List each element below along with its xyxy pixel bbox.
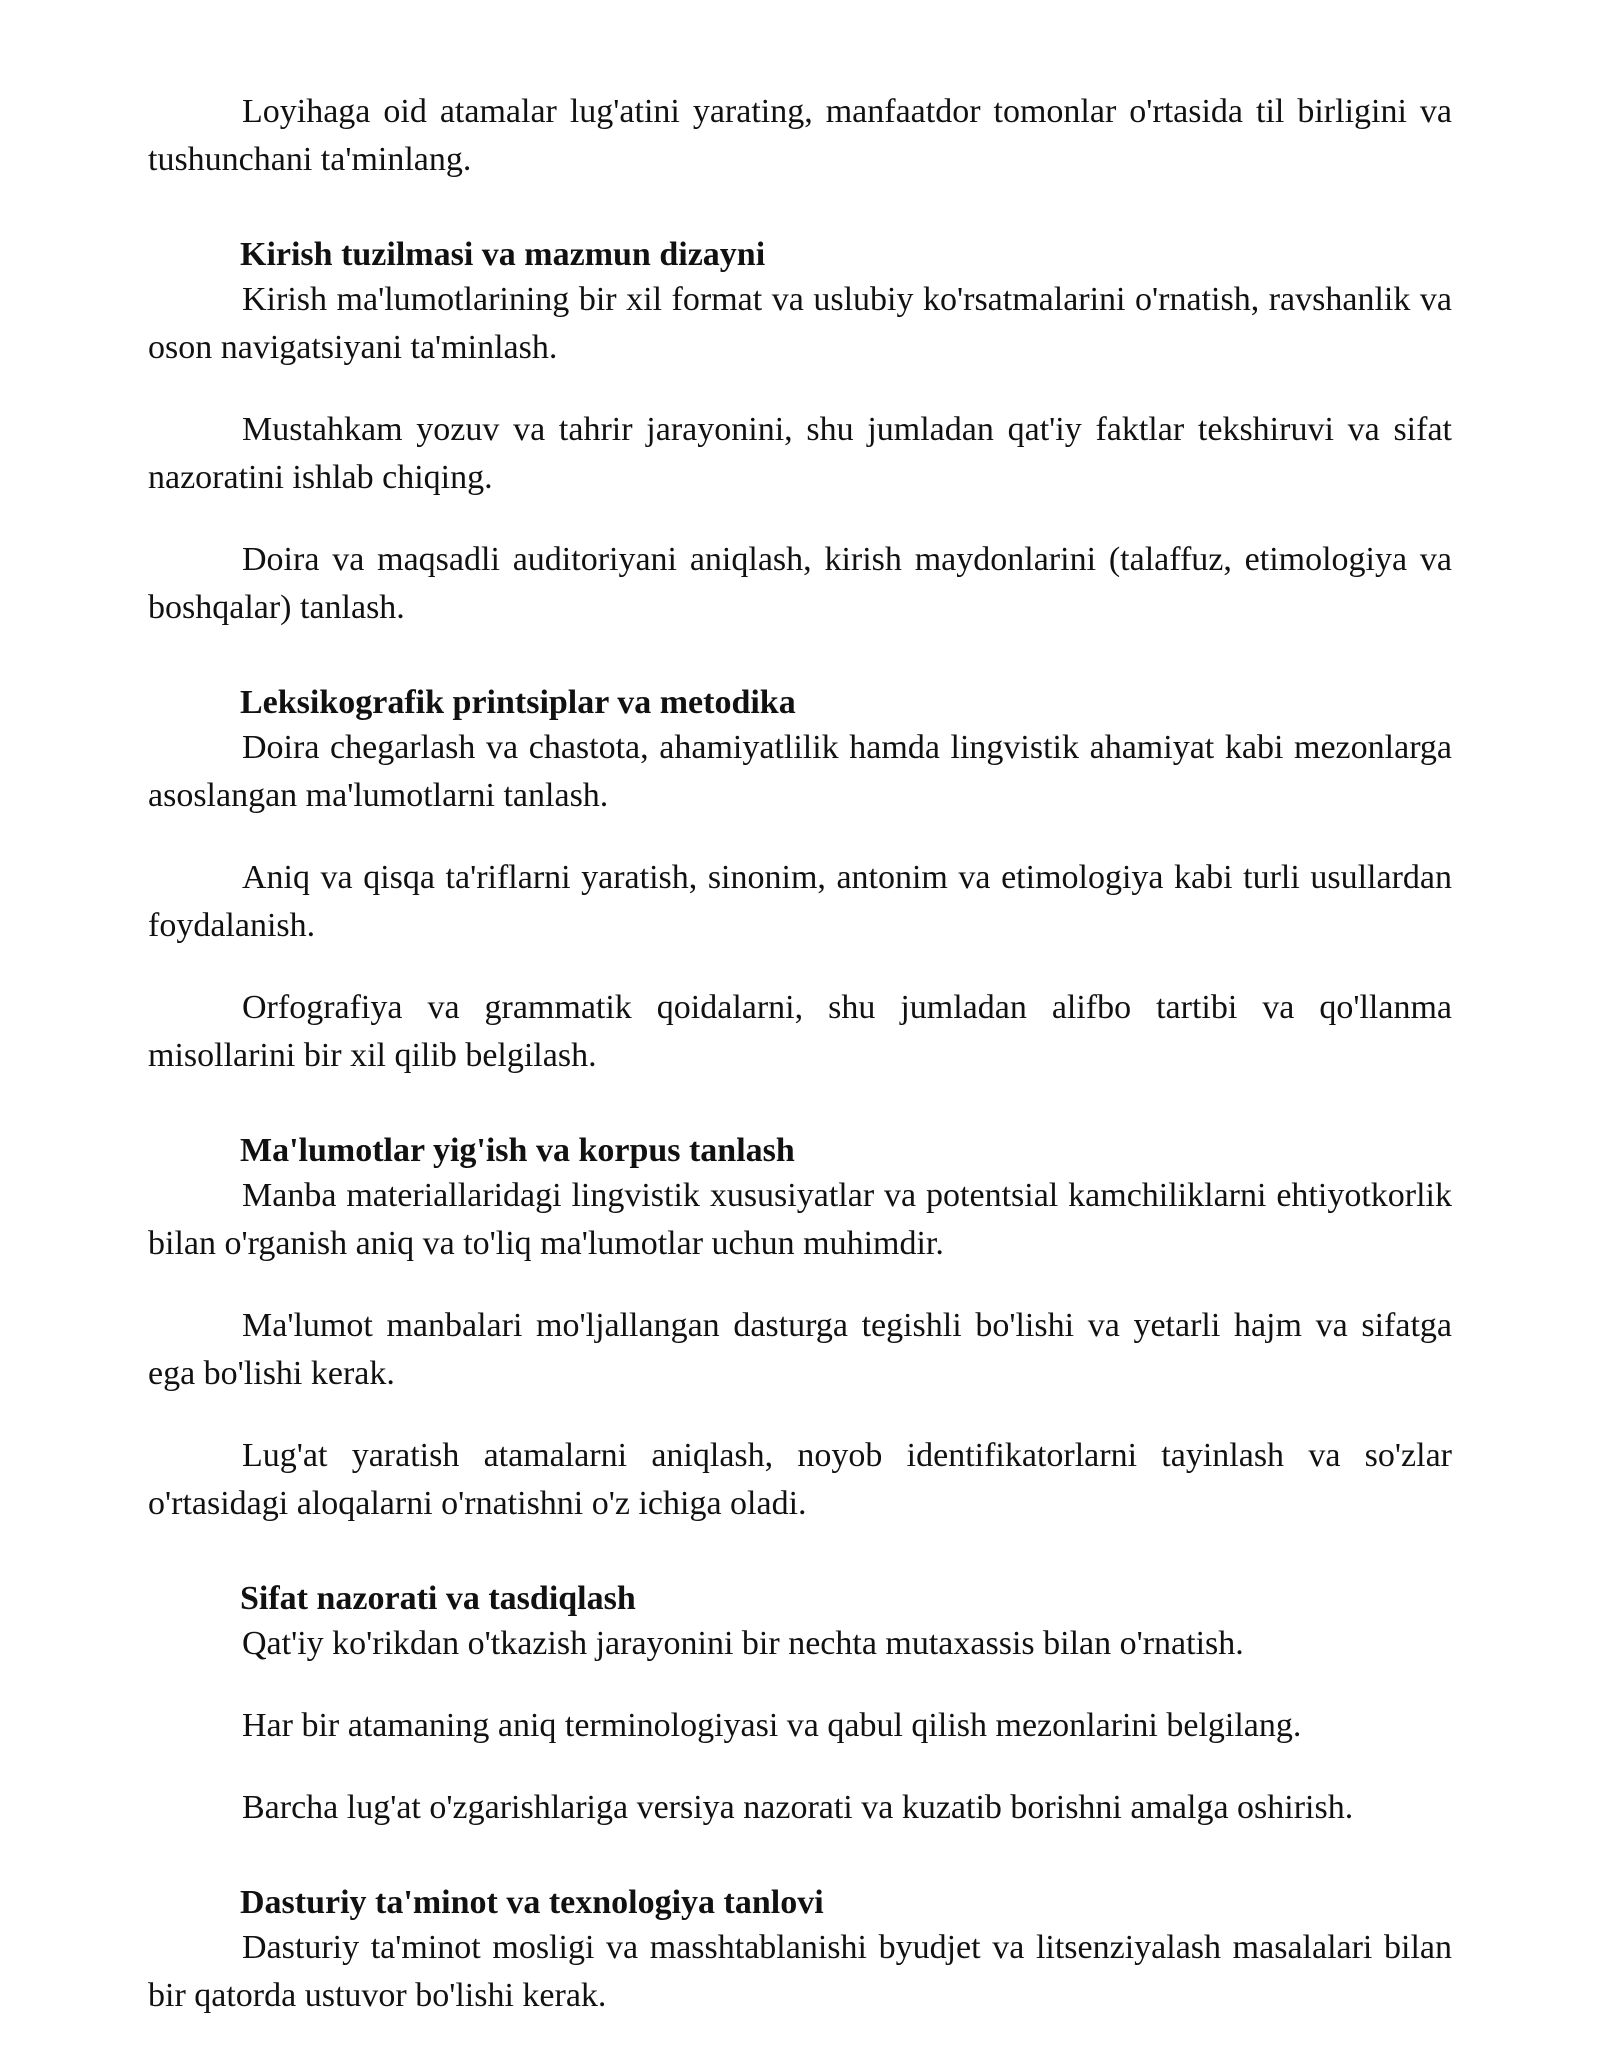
section-paragraph: Orfografiya va grammatik qoidalarni, shu jumladan alifbo tartibi va qo'llanma misollarini bir xil qilib belgilash. <box>148 989 1452 1074</box>
section-software-selection <box>148 1882 1452 2020</box>
section-entry-structure <box>148 234 1452 632</box>
section-data-collection <box>148 1130 1452 1528</box>
section-lexicographic-principles <box>148 682 1452 1080</box>
section-heading: Kirish tuzilmasi va mazmun dizayni <box>240 236 766 273</box>
section-paragraph: Kirish ma'lumotlarining bir xil format va uslubiy ko'rsatmalarini o'rnatish, ravshanlik va oson navigatsiyani ta'minlash. <box>148 281 1452 366</box>
intro-paragraph: Loyihaga oid atamalar lug'atini yarating, manfaatdor tomonlar o'rtasida til birligini va tushunchani ta'minlang. <box>148 93 1452 178</box>
section-heading: Ma'lumotlar yig'ish va korpus tanlash <box>240 1132 795 1169</box>
section-paragraph: Mustahkam yozuv va tahrir jarayonini, shu jumladan qat'iy faktlar tekshiruvi va sifat nazoratini ishlab chiqing. <box>148 411 1452 496</box>
section-paragraph: Dasturiy ta'minot mosligi va masshtablanishi byudjet va litsenziyalash masalalari bilan bir qatorda ustuvor bo'lishi kerak. <box>148 1929 1452 2014</box>
section-paragraph: Doira va maqsadli auditoriyani aniqlash, kirish maydonlarini (talaffuz, etimologiya va boshqalar) tanlash. <box>148 541 1452 626</box>
document-page <box>148 88 1452 2054</box>
section-paragraph: Manba materiallaridagi lingvistik xususiyatlar va potentsial kamchiliklarni ehtiyotkorlik bilan o'rganish aniq va to'liq ma'lumotlar uchun muhimdir. <box>148 1177 1452 1262</box>
section-paragraph: Doira chegarlash va chastota, ahamiyatlilik hamda lingvistik ahamiyat kabi mezonlarga asoslangan ma'lumotlarni tanlash. <box>148 729 1452 814</box>
section-paragraph: Har bir atamaning aniq terminologiyasi va qabul qilish mezonlarini belgilang. <box>242 1707 1302 1744</box>
section-paragraph: Ma'lumot manbalari mo'ljallangan dasturga tegishli bo'lishi va yetarli hajm va sifatga ega bo'lishi kerak. <box>148 1307 1452 1392</box>
section-paragraph: Aniq va qisqa ta'riflarni yaratish, sinonim, antonim va etimologiya kabi turli usullardan foydalanish. <box>148 859 1452 944</box>
section-heading: Leksikografik printsiplar va metodika <box>240 684 796 721</box>
section-quality-control <box>148 1578 1452 1832</box>
section-paragraph: Qat'iy ko'rikdan o'tkazish jarayonini bir nechta mutaxassis bilan o'rnatish. <box>242 1625 1244 1662</box>
section-heading: Dasturiy ta'minot va texnologiya tanlovi <box>240 1884 824 1921</box>
section-paragraph: Lug'at yaratish atamalarni aniqlash, noyob identifikatorlarni tayinlash va so'zlar o'rtasidagi aloqalarni o'rnatishni o'z ichiga oladi. <box>148 1437 1452 1522</box>
section-heading: Sifat nazorati va tasdiqlash <box>240 1580 636 1617</box>
section-paragraph: Barcha lug'at o'zgarishlariga versiya nazorati va kuzatib borishni amalga oshirish. <box>242 1789 1354 1826</box>
